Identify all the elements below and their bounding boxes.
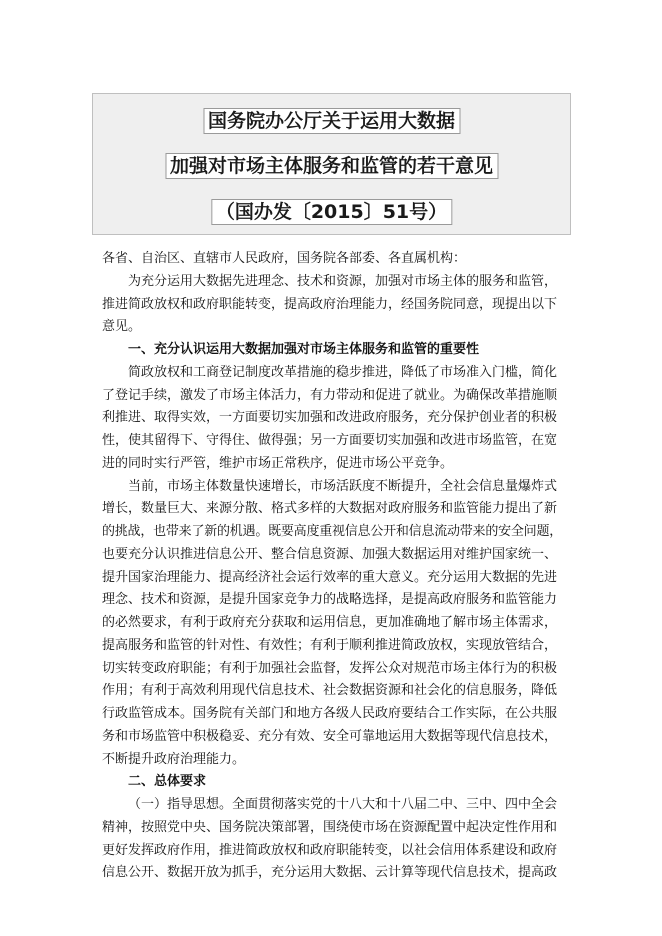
salutation: 各省、自治区、直辖市人民政府，国务院各部委、各直属机构： (102, 251, 467, 266)
intro-line: 推进简政放权和政府职能转变，提高政府治理能力，经国务院同意，现提出以下 (102, 296, 558, 312)
section-heading: 二、总体要求 (128, 774, 207, 790)
document-title-line-2: 加强对市场主体服务和监管的若干意见 (165, 153, 498, 179)
paragraph-line: 性，使其留得下、守得住、做得强；另一方面要切实加强和改进市场监管，在宽 (102, 433, 558, 448)
intro-line: 意见。 (102, 319, 142, 335)
paragraph-line: 增长，数量巨大、来源分散、格式多样的大数据对政府服务和监管能力提出了新 (102, 501, 558, 517)
paragraph-line: 的挑战，也带来了新的机遇。既要高度重视信息公开和信息流动带来的安全问题， (102, 524, 563, 539)
paragraph-line: 进的同时实行严管，维护市场正常秩序，促进市场公平竞争。 (102, 455, 454, 471)
paragraph-line: 也要充分认识推进信息公开、整合信息资源、加强大数据运用对维护国家统一、 (102, 546, 558, 562)
paragraph-line: 更好发挥政府作用，推进简政放权和政府职能转变，以社会信用体系建设和政府 (102, 842, 558, 858)
paragraph-line: （一）指导思想。全面贯彻落实党的十八大和十八届二中、三中、四中全会 (128, 797, 558, 812)
paragraph-line: 不断提升政府治理能力。 (102, 751, 246, 767)
paragraph-line: 行政监管成本。国务院有关部门和地方各级人民政府要结合工作实际，在公共服 (102, 706, 558, 721)
paragraph-line: 的必然要求，有利于政府充分获取和运用信息，更加准确地了解市场主体需求， (102, 615, 558, 630)
document-body (102, 248, 562, 885)
paragraph-line: 了登记手续，激发了市场主体活力，有力带动和促进了就业。为确保改革措施顺 (102, 387, 558, 403)
paragraph-line: 利推进、取得实效，一方面要切实加强和改进政府服务，充分保护创业者的积极 (102, 410, 558, 426)
paragraph-line: 切实转变政府职能；有利于加强社会监督，发挥公众对规范市场主体行为的积极 (102, 660, 558, 676)
paragraph-line: 提高服务和监管的针对性、有效性；有利于顺利推进简政放权，实现放管结合， (102, 637, 558, 653)
document-title-line-1: 国务院办公厅关于运用大数据 (203, 108, 460, 134)
title-block (92, 93, 571, 235)
paragraph-line: 理念、技术和资源，是提升国家竞争力的战略选择，是提高政府服务和监管能力 (102, 592, 558, 608)
section-heading: 一、充分认识运用大数据加强对市场主体服务和监管的重要性 (128, 342, 480, 357)
paragraph-line: 务和市场监管中积极稳妥、充分有效、安全可靠地运用大数据等现代信息技术， (102, 728, 558, 744)
paragraph-line: 精神，按照党中央、国务院决策部署，围绕使市场在资源配置中起决定性作用和 (102, 819, 558, 835)
paragraph-line: 当前，市场主体数量快速增长，市场活跃度不断提升，全社会信息量爆炸式 (128, 478, 558, 494)
paragraph-line: 简政放权和工商登记制度改革措施的稳步推进，降低了市场准入门槛，简化 (128, 364, 558, 380)
document-number: （国办发〔2015〕51号） (211, 199, 452, 225)
paragraph-line: 提升国家治理能力、提高经济社会运行效率的重大意义。充分运用大数据的先进 (102, 569, 558, 585)
paragraph-line: 信息公开、数据开放为抓手，充分运用大数据、云计算等现代信息技术，提高政 (102, 865, 558, 881)
paragraph-line: 作用；有利于高效利用现代信息技术、社会数据资源和社会化的信息服务，降低 (102, 683, 558, 699)
intro-line: 为充分运用大数据先进理念、技术和资源，加强对市场主体的服务和监管， (128, 273, 558, 289)
